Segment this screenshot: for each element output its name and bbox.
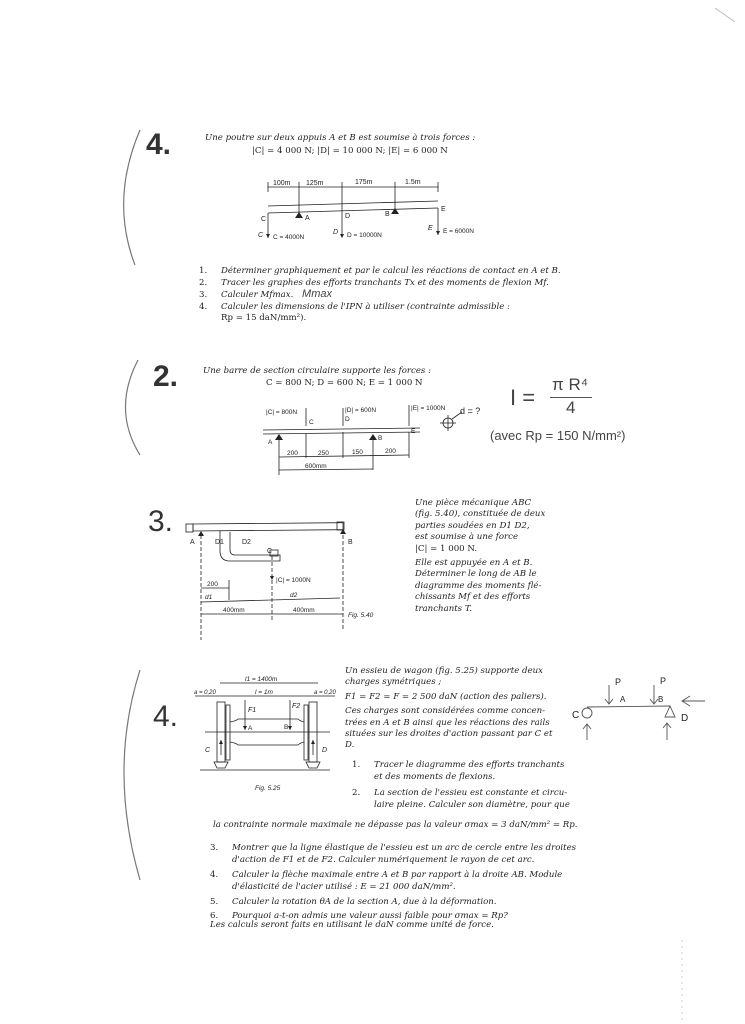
handwritten-note: (avec Rp = 150 N/mm²) [490,428,626,443]
point-label: B [284,724,289,731]
question-text: Calculer la rotation θA de la section A, due à la déformation. [232,897,497,907]
dim-label: 175m [355,179,373,186]
point-label: A [190,539,195,546]
question-number: 2. [199,277,208,288]
point-label: D [322,747,328,754]
point-label: B [378,435,383,442]
vector-label: E [428,225,433,232]
question-number: 6. [210,910,219,921]
point-label: D [345,416,350,423]
text-line: Elle est appuyée en A et B. [415,558,533,569]
text-line: (fig. 5.40), constituée de deux [415,509,546,520]
section-1-number: 4. [146,128,172,161]
section-4-q2-end: la contrainte normale maximale ne dépasse pas la valeur σmax = 3 daN/mm² = Rp. [213,820,578,830]
question-number: 4. [210,870,219,880]
section-2-intro: Une barre de section circulaire supporte les forces : [203,366,431,376]
force-label: F2 [292,703,301,710]
text-line: chissants Mf et des efforts [415,592,531,603]
question-text-cont: d'action de F1 et de F2. Calculer numériquement le rayon de cet arc. [232,854,535,865]
text-line: Un essieu de wagon (fig. 5.25) supporte deux [345,666,543,676]
text-line: parties soudées en D1 D2, [415,520,530,531]
load-label: |C| = 800N [266,409,298,416]
point-label: B [385,211,390,218]
span-label: 600mm [305,463,327,470]
question-number: 4. [199,301,208,312]
question-text: Pourquoi a-t-on admis une valeur aussi faible pour σmax = Rp? [232,910,508,921]
question-text: Calculer les dimensions de l'IPN à utiliser (contrainte admissible : [221,301,510,312]
vector-label: D [333,229,339,236]
question-number: 3. [199,290,208,300]
sketch-label: A [620,695,626,704]
question-text: Calculer la flèche maximale entre A et B par rapport à la droite AB. Module [232,870,563,880]
text-line: Déterminer le long de AB le [415,569,537,580]
point-label: D2 [242,539,251,546]
question-text-cont: d'élasticité de l'acier utilisé : E = 21 000 daN/mm². [232,881,456,892]
dim-label: 200 [207,581,218,588]
dim-label: a = 0,20 [194,690,216,696]
section-2-forces: C = 800 N; D = 600 N; E = 1 000 N [266,378,423,388]
text-line: tranchants T. [415,603,473,614]
text-line: situées sur les droites d'action passant par C et [345,729,553,740]
point-label: D [345,213,351,220]
question-text: Calculer Mfmax. [221,290,294,300]
handwritten-formula-left: I = [510,385,536,410]
sketch-label: D [681,713,689,724]
section-2-number: 2. [153,360,179,393]
point-label: D1 [215,539,224,546]
dim-label: l1 = 1400m [245,676,278,683]
figure-caption: Fig. 5.25 [255,785,281,792]
dim-label: 400mm [293,607,315,614]
question-text-cont: laire pleine. Calculer son diamètre, pour que [374,799,570,810]
dim-label: 125m [306,180,324,187]
dim-label: 200 [385,448,396,455]
load-label: E = 6000N [443,228,474,235]
dim-label: 400mm [223,607,245,614]
text-line: D. [345,740,355,751]
point-label: C [261,216,267,223]
point-label: C [267,548,273,555]
sketch-label: C [572,710,580,721]
text-line: est soumise à une force [415,532,519,543]
section-1-intro: Une poutre sur deux appuis A et B est soumise à trois forces : [205,133,476,143]
point-label: A [268,439,273,446]
question-text: La section de l'essieu est constante et circu- [374,788,568,798]
diameter-label: d = ? [460,406,481,416]
question-number: 1. [199,266,208,276]
text-line: Ces charges sont considérées comme concen- [345,706,546,717]
question-number: 3. [210,843,219,853]
dim-label: 1.5m [405,179,421,186]
question-text: Déterminer graphiquement et par le calcul les réactions de contact en A et B. [221,266,561,276]
dim-label: 150 [352,449,363,456]
sketch-label: P [660,676,667,686]
section-4-footer: Les calculs seront faits en utilisant le daN comme unité de force. [210,920,494,930]
point-label: E [411,428,416,435]
point-label: A [305,215,310,222]
handwritten-formula-den: 4 [566,398,576,417]
text-line: |C| = 1 000 N. [415,543,478,554]
question-text: Montrer que la ligne élastique de l'essieu est un arc de cercle entre les droites [232,843,577,853]
section-1-forces: |C| = 4 000 N; |D| = 10 000 N; |E| = 6 000 N [252,146,448,156]
dim-label: a = 0,20 [314,690,336,696]
question-text: Tracer le diagramme des efforts tranchants [374,760,565,770]
point-label: E [441,206,446,213]
text-line: trées en A et B ainsi que les réactions des rails [345,717,550,728]
sketch-label: P [615,677,622,687]
section-4-number: 4. [153,700,179,733]
load-label: C = 4000N [273,234,305,241]
point-label: C [205,747,211,754]
question-text: Tracer les graphes des efforts tranchants Tx et des moments de flexion Mf. [221,277,549,288]
dim-label: 200 [287,450,298,457]
load-label: |D| = 600N [345,407,377,414]
dim-label: 100m [273,180,291,187]
question-text-cont: Rp = 15 daN/mm²). [221,313,307,323]
question-text-cont: et des moments de flexions. [374,771,496,782]
question-number: 2. [352,788,361,798]
question-number: 5. [210,897,219,907]
text-line: Une pièce mécanique ABC [415,498,532,508]
vector-label: C [258,232,264,239]
point-label: C [309,419,314,426]
section-3-number: 3. [148,505,174,538]
dim-label: l = 1m [255,689,273,696]
question-number: 1. [352,760,361,770]
dim-label: d2 [290,592,298,599]
handwritten-note: Mmax [302,288,332,300]
text-line: charges symétriques ; [345,677,442,688]
text-line: F1 = F2 = F = 2 500 daN (action des paliers). [345,691,547,702]
dim-label: 250 [318,450,329,457]
force-label: F1 [248,707,257,714]
dim-label: d1 [205,594,213,601]
figure-caption: Fig. 5.40 [348,612,374,619]
sketch-label: B [658,695,664,704]
load-label: |E| = 1000N [411,405,446,412]
load-label: |C| = 1000N [276,577,311,584]
point-label: A [248,725,253,732]
point-label: B [348,539,353,546]
handwritten-formula-num: π R⁴ [552,375,589,394]
text-line: diagramme des moments flé- [415,580,542,591]
load-label: D = 10000N [347,232,382,239]
